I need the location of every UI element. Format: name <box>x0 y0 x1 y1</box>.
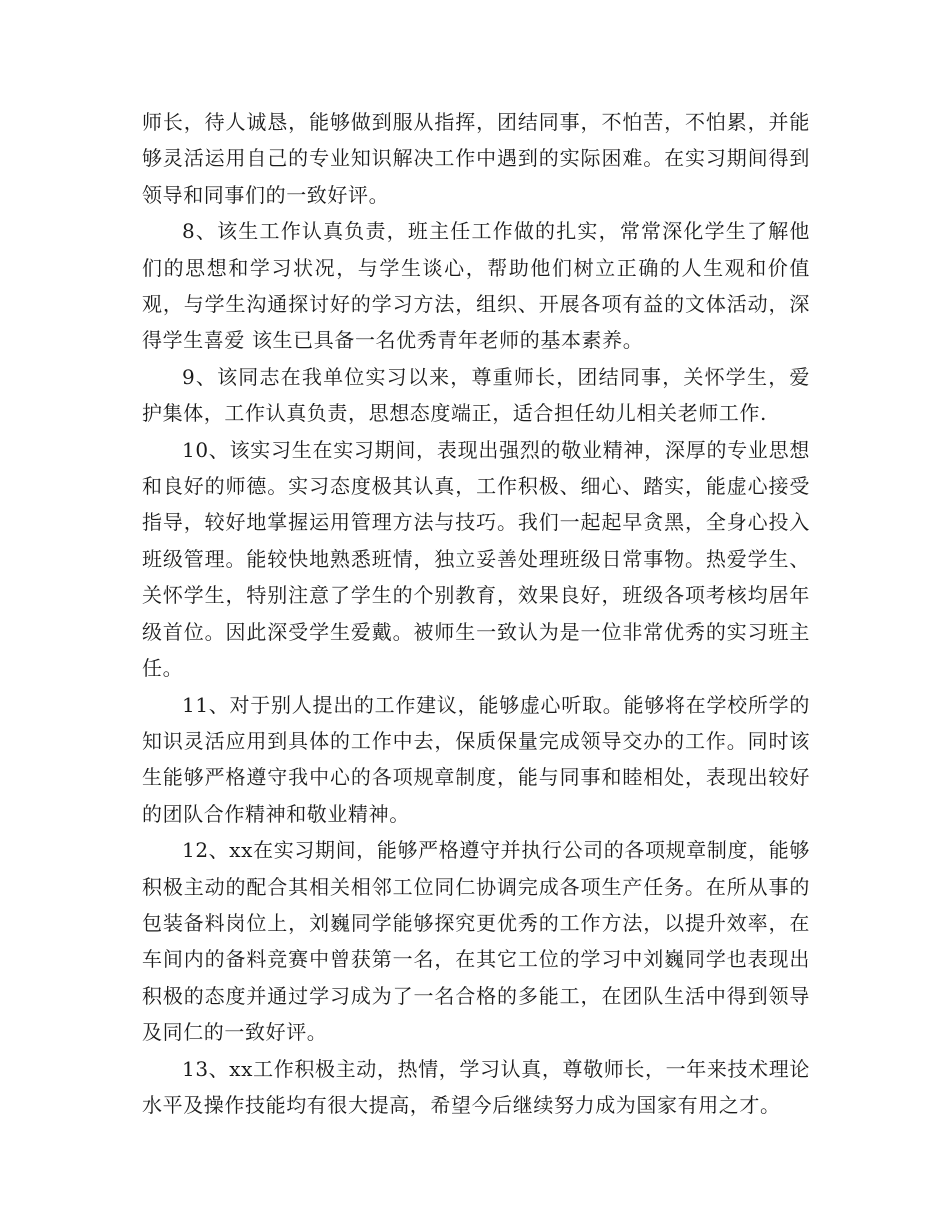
document-body <box>142 104 810 1123</box>
paragraph-item-8: 8、该生工作认真负责，班主任工作做的扎实，常常深化学生了解他们的思想和学习状况，与学生谈心，帮助他们树立正确的人生观和价值观，与学生沟通探讨好的学习方法，组织、开展各项有益的文体活动，深得学生喜爱 该生已具备一名优秀青年老师的基本素养。 <box>142 219 810 353</box>
paragraph-item-11: 11、对于别人提出的工作建议，能够虚心听取。能够将在学校所学的知识灵活应用到具体的工作中去，保质保量完成领导交办的工作。同时该生能够严格遵守我中心的各项规章制度，能与同事和睦相处，表现出较好的团队合作精神和敬业精神。 <box>142 692 810 826</box>
paragraph-continuation: 师长，待人诚恳，能够做到服从指挥，团结同事，不怕苦，不怕累，并能够灵活运用自己的专业知识解决工作中遇到的实际困难。在实习期间得到领导和同事们的一致好评。 <box>142 110 810 207</box>
paragraph-item-10: 10、该实习生在实习期间，表现出强烈的敬业精神，深厚的专业思想和良好的师德。实习态度极其认真，工作积极、细心、踏实，能虚心接受指导，较好地掌握运用管理方法与技巧。我们一起起早贪黑，全身心投入班级管理。能较快地熟悉班情，独立妥善处理班级日常事物。热爱学生、关怀学生，特别注意了学生的个别教育，效果良好，班级各项考核均居年级首位。因此深受学生爱戴。被师生一致认为是一位非常优秀的实习班主任。 <box>142 437 810 681</box>
paragraph-item-12: 12、xx在实习期间，能够严格遵守并执行公司的各项规章制度，能够积极主动的配合其相关相邻工位同仁协调完成各项生产任务。在所从事的包装备料岗位上，刘巍同学能够探究更优秀的工作方法，以提升效率，在车间内的备料竞赛中曾获第一名，在其它工位的学习中刘巍同学也表现出积极的态度并通过学习成为了一名合格的多能工，在团队生活中得到领导及同仁的一致好评。 <box>142 838 810 1045</box>
paragraph-item-13: 13、xx工作积极主动，热情，学习认真，尊敬师长，一年来技术理论水平及操作技能均有很大提高，希望今后继续努力成为国家有用之才。 <box>142 1056 810 1117</box>
paragraph-item-9: 9、该同志在我单位实习以来，尊重师长，团结同事，关怀学生，爱护集体，工作认真负责，思想态度端正，适合担任幼儿相关老师工作. <box>142 364 810 426</box>
